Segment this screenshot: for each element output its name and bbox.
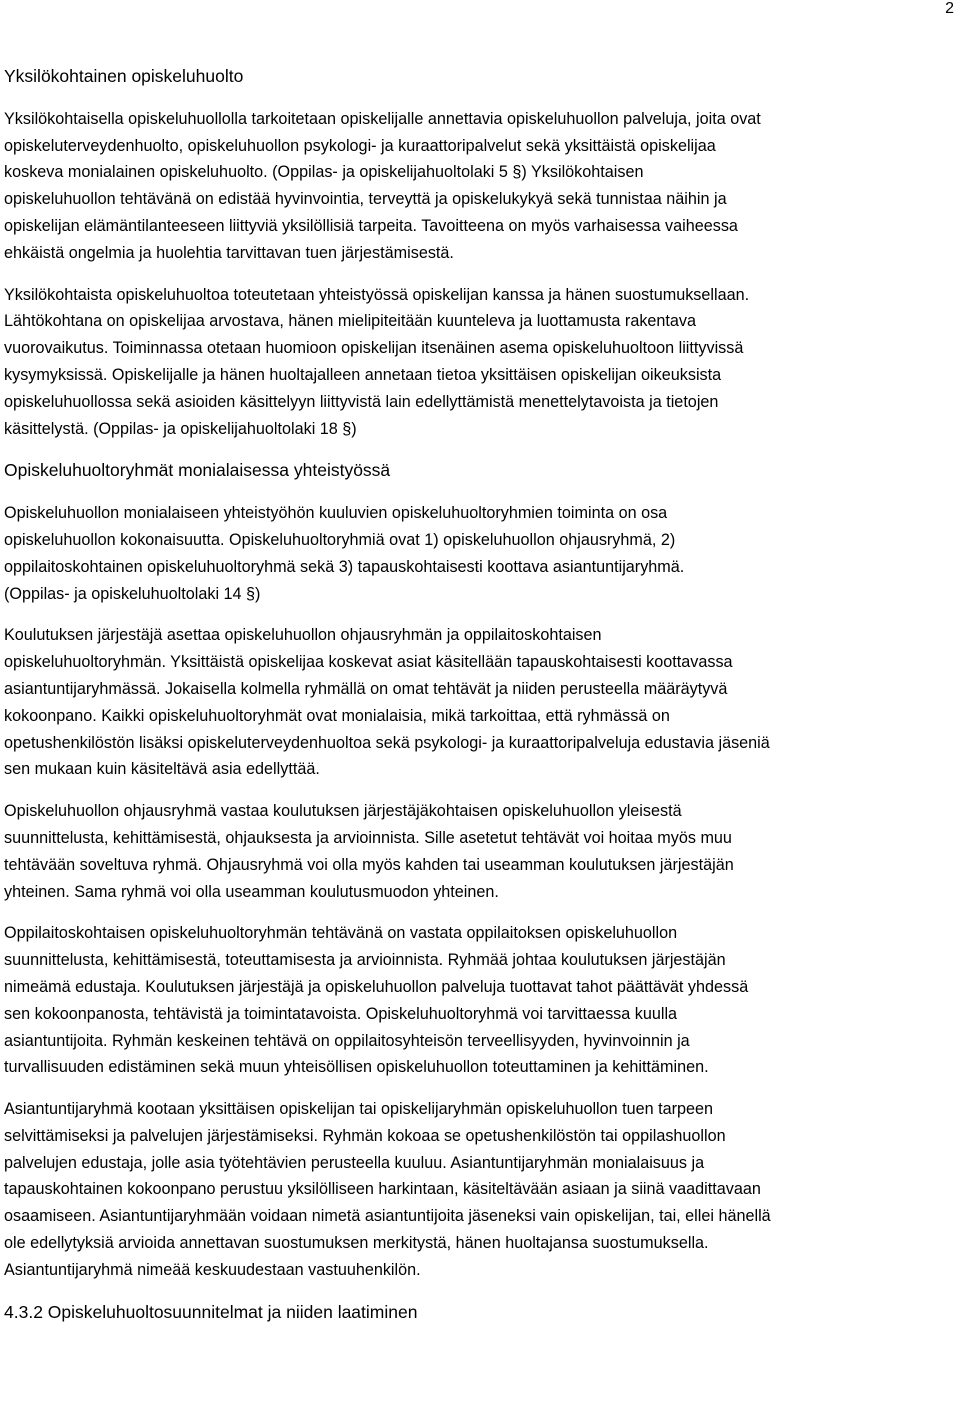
text-line: yhteinen. Sama ryhmä voi olla useamman koulutusmuodon yhteinen. xyxy=(4,882,499,901)
text-line: (Oppilas- ja opiskeluhuoltolaki 14 §) xyxy=(4,584,261,603)
text-line: Yksilökohtaista opiskeluhuoltoa toteutetaan yhteistyössä opiskelijan kanssa ja hänen suostumuksellaan. xyxy=(4,285,750,304)
text-line: palvelujen edustaja, jolle asia työtehtävien perusteella kuuluu. Asiantuntijaryhmän monialaisuus ja xyxy=(4,1153,705,1172)
section-heading-4-3-2: 4.3.2 Opiskeluhuoltosuunnitelmat ja niiden laatiminen xyxy=(4,1301,418,1322)
text-line: ehkäistä ongelmia ja huolehtia tarvittavan tuen järjestämisestä. xyxy=(4,243,454,262)
document-body xyxy=(4,63,956,1341)
text-line: ole edellytyksiä arvioida annettavan suostumuksen merkitystä, hänen huoltajansa suostumuksella. xyxy=(4,1234,709,1253)
text-line: asiantuntijaryhmässä. Jokaisella kolmella ryhmällä on omat tehtävät ja niiden perusteella määräytyvä xyxy=(4,679,728,698)
text-line: Lähtökohtana on opiskelijaa arvostava, hänen mielipiteitään kuunteleva ja luottamusta rakentava xyxy=(4,312,697,331)
text-line: käsittelystä. (Oppilas- ja opiskelijahuoltolaki 18 §) xyxy=(4,419,357,438)
text-line: asiantuntijoita. Ryhmän keskeinen tehtävä on oppilaitosyhteisön terveellisyyden, hyvinvoinnin ja xyxy=(4,1031,690,1050)
text-line: nimeämä edustaja. Koulutuksen järjestäjä ja opiskeluhuollon palveluja tuottavat tahot päättävät yhdessä xyxy=(4,977,749,996)
text-line: opiskeluhuollon kokonaisuutta. Opiskeluhuoltoryhmiä ovat 1) opiskeluhuollon ohjausryhmä, 2) xyxy=(4,530,676,549)
paragraph-yksilokohtainen-intro xyxy=(4,106,956,267)
text-line: koskeva monialainen opiskeluhuolto. (Oppilas- ja opiskelijahuoltolaki 5 §) Yksilökohtaisen xyxy=(4,163,644,182)
paragraph-oppilaitoskohtainen-ryhma xyxy=(4,920,956,1081)
paragraph-opiskeluhuoltoryhmat xyxy=(4,500,956,607)
text-line: opiskelijan elämäntilanteeseen liittyviä yksilöllisiä tarpeita. Tavoitteena on myös varhaisessa vaiheessa xyxy=(4,216,738,235)
text-line: opiskeluhuollon tehtävänä on edistää hyvinvointia, terveyttä ja opiskelukykyä sekä tunnistaa näihin ja xyxy=(4,190,727,209)
text-line: opiskeluterveydenhuolto, opiskeluhuollon psykologi- ja kuraattoripalvelut sekä yksittäistä opiskelijaa xyxy=(4,136,716,155)
text-line: opiskeluhuoltoryhmän. Yksittäistä opiskelijaa koskevat asiat käsitellään tapauskohtaisesti koottavassa xyxy=(4,653,733,672)
text-line: suunnittelusta, kehittämisestä, ohjauksesta ja arvioinnista. Sille asetetut tehtävät voi hoitaa myös muu xyxy=(4,828,732,847)
text-line: tehtävään soveltuva ryhmä. Ohjausryhmä voi olla myös kahden tai useamman koulutuksen järjestäjän xyxy=(4,855,734,874)
text-line: turvallisuuden edistäminen sekä muun yhteisöllisen opiskeluhuollon toteuttaminen ja kehittäminen. xyxy=(4,1058,709,1077)
paragraph-koulutuksen-jarjestaja xyxy=(4,622,956,783)
page-number: 2 xyxy=(945,0,954,17)
text-line: opiskeluhuollossa sekä asioiden käsittelyyn liittyvistä lain edellyttämistä menettelytavoista ja tietojen xyxy=(4,392,719,411)
text-line: Opiskeluhuollon monialaiseen yhteistyöhön kuuluvien opiskeluhuoltoryhmien toiminta on osa xyxy=(4,504,668,523)
text-line: Yksilökohtaisella opiskeluhuollolla tarkoitetaan opiskelijalle annettavia opiskeluhuollon palveluja, joita ovat xyxy=(4,109,761,128)
text-line: Opiskeluhuollon ohjausryhmä vastaa koulutuksen järjestäjäkohtaisen opiskeluhuollon yleisestä xyxy=(4,802,682,821)
text-line: sen mukaan kuin käsiteltävä asia edellyttää. xyxy=(4,760,320,779)
paragraph-ohjausryhma xyxy=(4,798,956,905)
paragraph-asiantuntijaryhma xyxy=(4,1096,956,1284)
text-line: Asiantuntijaryhmä kootaan yksittäisen opiskelijan tai opiskelijaryhmän opiskeluhuollon tuen tarpeen xyxy=(4,1100,714,1119)
section-heading-yksilokohtainen: Yksilökohtainen opiskeluhuolto xyxy=(4,66,244,86)
text-line: kokoonpano. Kaikki opiskeluhuoltoryhmät ovat monialaisia, mikä tarkoittaa, että ryhmässä on xyxy=(4,706,670,725)
text-line: Koulutuksen järjestäjä asettaa opiskeluhuollon ohjausryhmän ja oppilaitoskohtaisen xyxy=(4,626,602,645)
text-line: Asiantuntijaryhmä nimeää keskuudestaan vastuuhenkilön. xyxy=(4,1260,421,1279)
text-line: osaamiseen. Asiantuntijaryhmään voidaan nimetä asiantuntijoita jäseneksi vain opiskelijan, tai, ellei hänellä xyxy=(4,1207,771,1226)
text-line: vuorovaikutus. Toiminnassa otetaan huomioon opiskelijan itsenäinen asema opiskeluhuoltoon liittyvissä xyxy=(4,339,744,358)
text-line: kysymyksissä. Opiskelijalle ja hänen huoltajalleen annetaan tietoa yksittäisen opiskelijan oikeuksista xyxy=(4,365,722,384)
text-line: opetushenkilöstön lisäksi opiskeluterveydenhuoltoa sekä psykologi- ja kuraattoripalveluja edustavia jäseniä xyxy=(4,733,770,752)
text-line: Oppilaitoskohtaisen opiskeluhuoltoryhmän tehtävänä on vastata oppilaitoksen opiskeluhuollon xyxy=(4,924,678,943)
text-line: oppilaitoskohtainen opiskeluhuoltoryhmä sekä 3) tapauskohtaisesti koottava asiantuntijaryhmä. xyxy=(4,557,685,576)
text-line: selvittämiseksi ja palvelujen järjestämiseksi. Ryhmän kokoaa se opetushenkilöstön tai oppilashuollon xyxy=(4,1126,726,1145)
text-line: sen kokoonpanosta, tehtävistä ja toimintatavoista. Opiskeluhuoltoryhmä voi tarvittaessa kuulla xyxy=(4,1004,678,1023)
paragraph-yhteistyo-opiskelijan-kanssa xyxy=(4,282,956,443)
text-line: suunnittelusta, kehittämisestä, toteuttamisesta ja arvioinnista. Ryhmää johtaa koulutuksen järjestäjän xyxy=(4,951,726,970)
section-heading-opiskeluhuoltoryhmat: Opiskeluhuoltoryhmät monialaisessa yhteistyössä xyxy=(4,460,391,481)
text-line: tapauskohtainen kokoonpano perustuu yksilölliseen harkintaan, käsiteltävään asiaan ja siinä vaadittavaan xyxy=(4,1180,761,1199)
